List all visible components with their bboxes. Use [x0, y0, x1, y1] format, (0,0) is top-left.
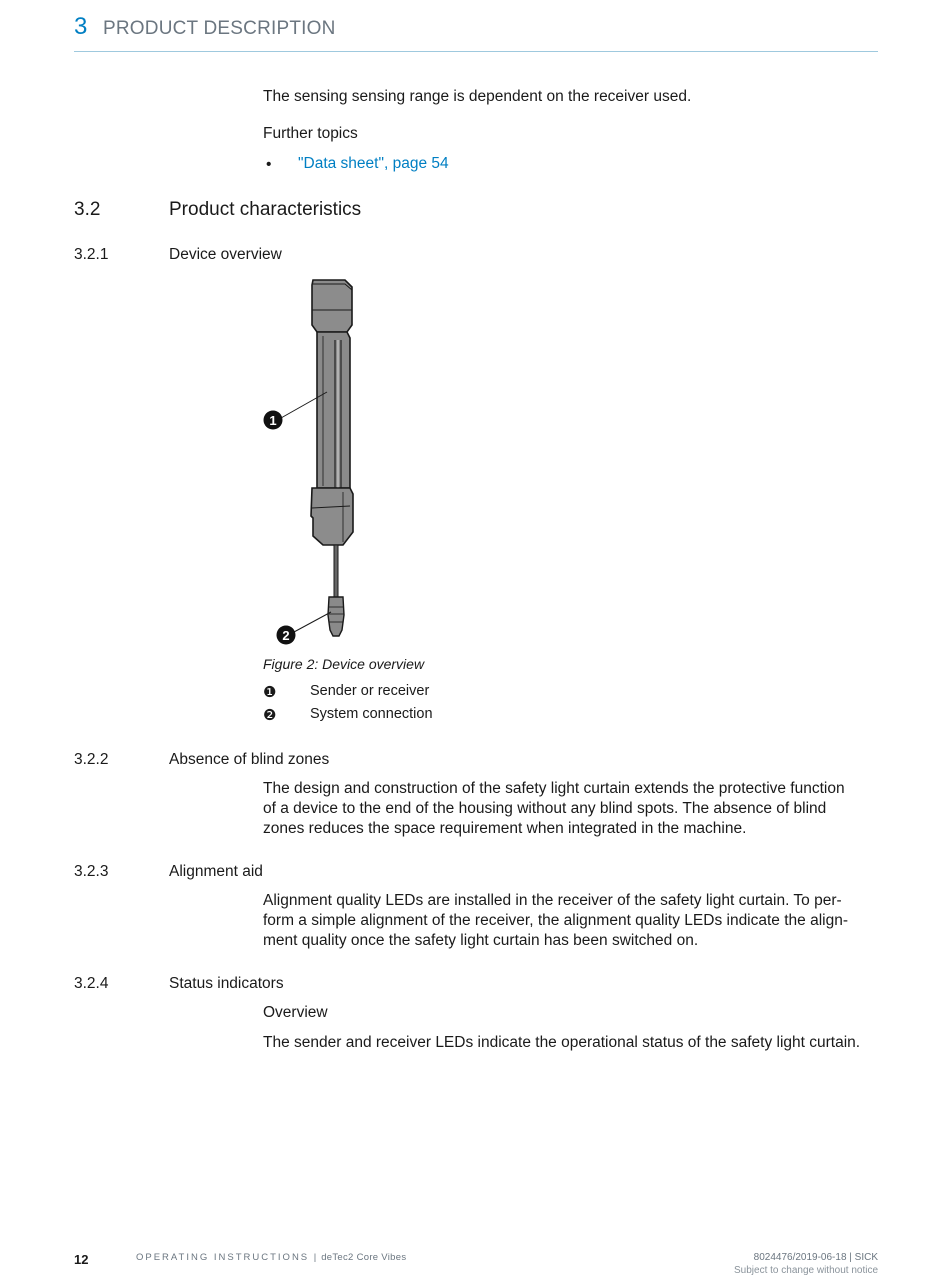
subsection-number: 3.2.3 — [74, 863, 109, 880]
page-number: 12 — [74, 1252, 89, 1267]
legend-marker-2: ❷ — [263, 707, 277, 724]
sensing-range-text: The sensing sensing range is dependent on the receiver used. — [263, 88, 692, 105]
subsection-number: 3.2.2 — [74, 751, 109, 768]
data-sheet-link[interactable]: "Data sheet", page 54 — [298, 155, 449, 172]
legend-text-2: System connection — [310, 706, 433, 722]
subsection-number: 3.2.1 — [74, 246, 109, 263]
subsection-title: Status indicators — [169, 975, 284, 992]
footer-doc-id: 8024476/2019-06-18 | SICK — [753, 1252, 878, 1263]
chapter-number: 3 — [74, 13, 88, 40]
footer-separator: | — [313, 1252, 317, 1263]
bullet-marker: • — [266, 156, 272, 173]
overview-label: Overview — [263, 1004, 328, 1021]
footer-product: deTec2 Core Vibes — [321, 1252, 407, 1263]
section-number: 3.2 — [74, 199, 101, 220]
device-connector — [328, 597, 344, 636]
figure-caption: Figure 2: Device overview — [263, 656, 425, 672]
footer-notice: Subject to change without notice — [734, 1265, 878, 1276]
paragraph-line: form a simple alignment of the receiver, the alignment quality LEDs indicate the align- — [263, 912, 848, 929]
device-top-cap — [312, 280, 352, 332]
further-topics-label: Further topics — [263, 125, 358, 142]
subsection-title: Device overview — [169, 246, 282, 263]
footer-doc-title — [136, 1252, 406, 1263]
callout-2-label: 2 — [282, 628, 290, 643]
legend-marker-1: ❶ — [263, 684, 277, 701]
legend-text-1: Sender or receiver — [310, 683, 430, 699]
device-cable — [334, 545, 338, 597]
device-body — [317, 332, 350, 488]
chapter-title: PRODUCT DESCRIPTION — [103, 18, 336, 39]
status-indicators-text: The sender and receiver LEDs indicate the operational status of the safety light curtain. — [263, 1034, 861, 1051]
header-divider — [74, 51, 878, 52]
device-bottom-cap — [311, 488, 353, 545]
paragraph-line: Alignment quality LEDs are installed in the receiver of the safety light curtain. To per- — [263, 892, 842, 909]
subsection-title: Absence of blind zones — [169, 751, 330, 768]
paragraph-line: The design and construction of the safety light curtain extends the protective function — [263, 780, 845, 797]
paragraph-line: ment quality once the safety light curtain has been switched on. — [263, 932, 699, 949]
subsection-title: Alignment aid — [169, 863, 263, 880]
footer-doc-type: OPERATING INSTRUCTIONS — [136, 1252, 310, 1263]
paragraph-line: of a device to the end of the housing without any blind spots. The absence of blind — [263, 800, 827, 817]
callout-1-label: 1 — [269, 413, 277, 428]
subsection-number: 3.2.4 — [74, 975, 109, 992]
section-title: Product characteristics — [169, 199, 362, 220]
device-illustration — [255, 270, 375, 650]
paragraph-line: zones reduces the space requirement when integrated in the machine. — [263, 820, 747, 837]
